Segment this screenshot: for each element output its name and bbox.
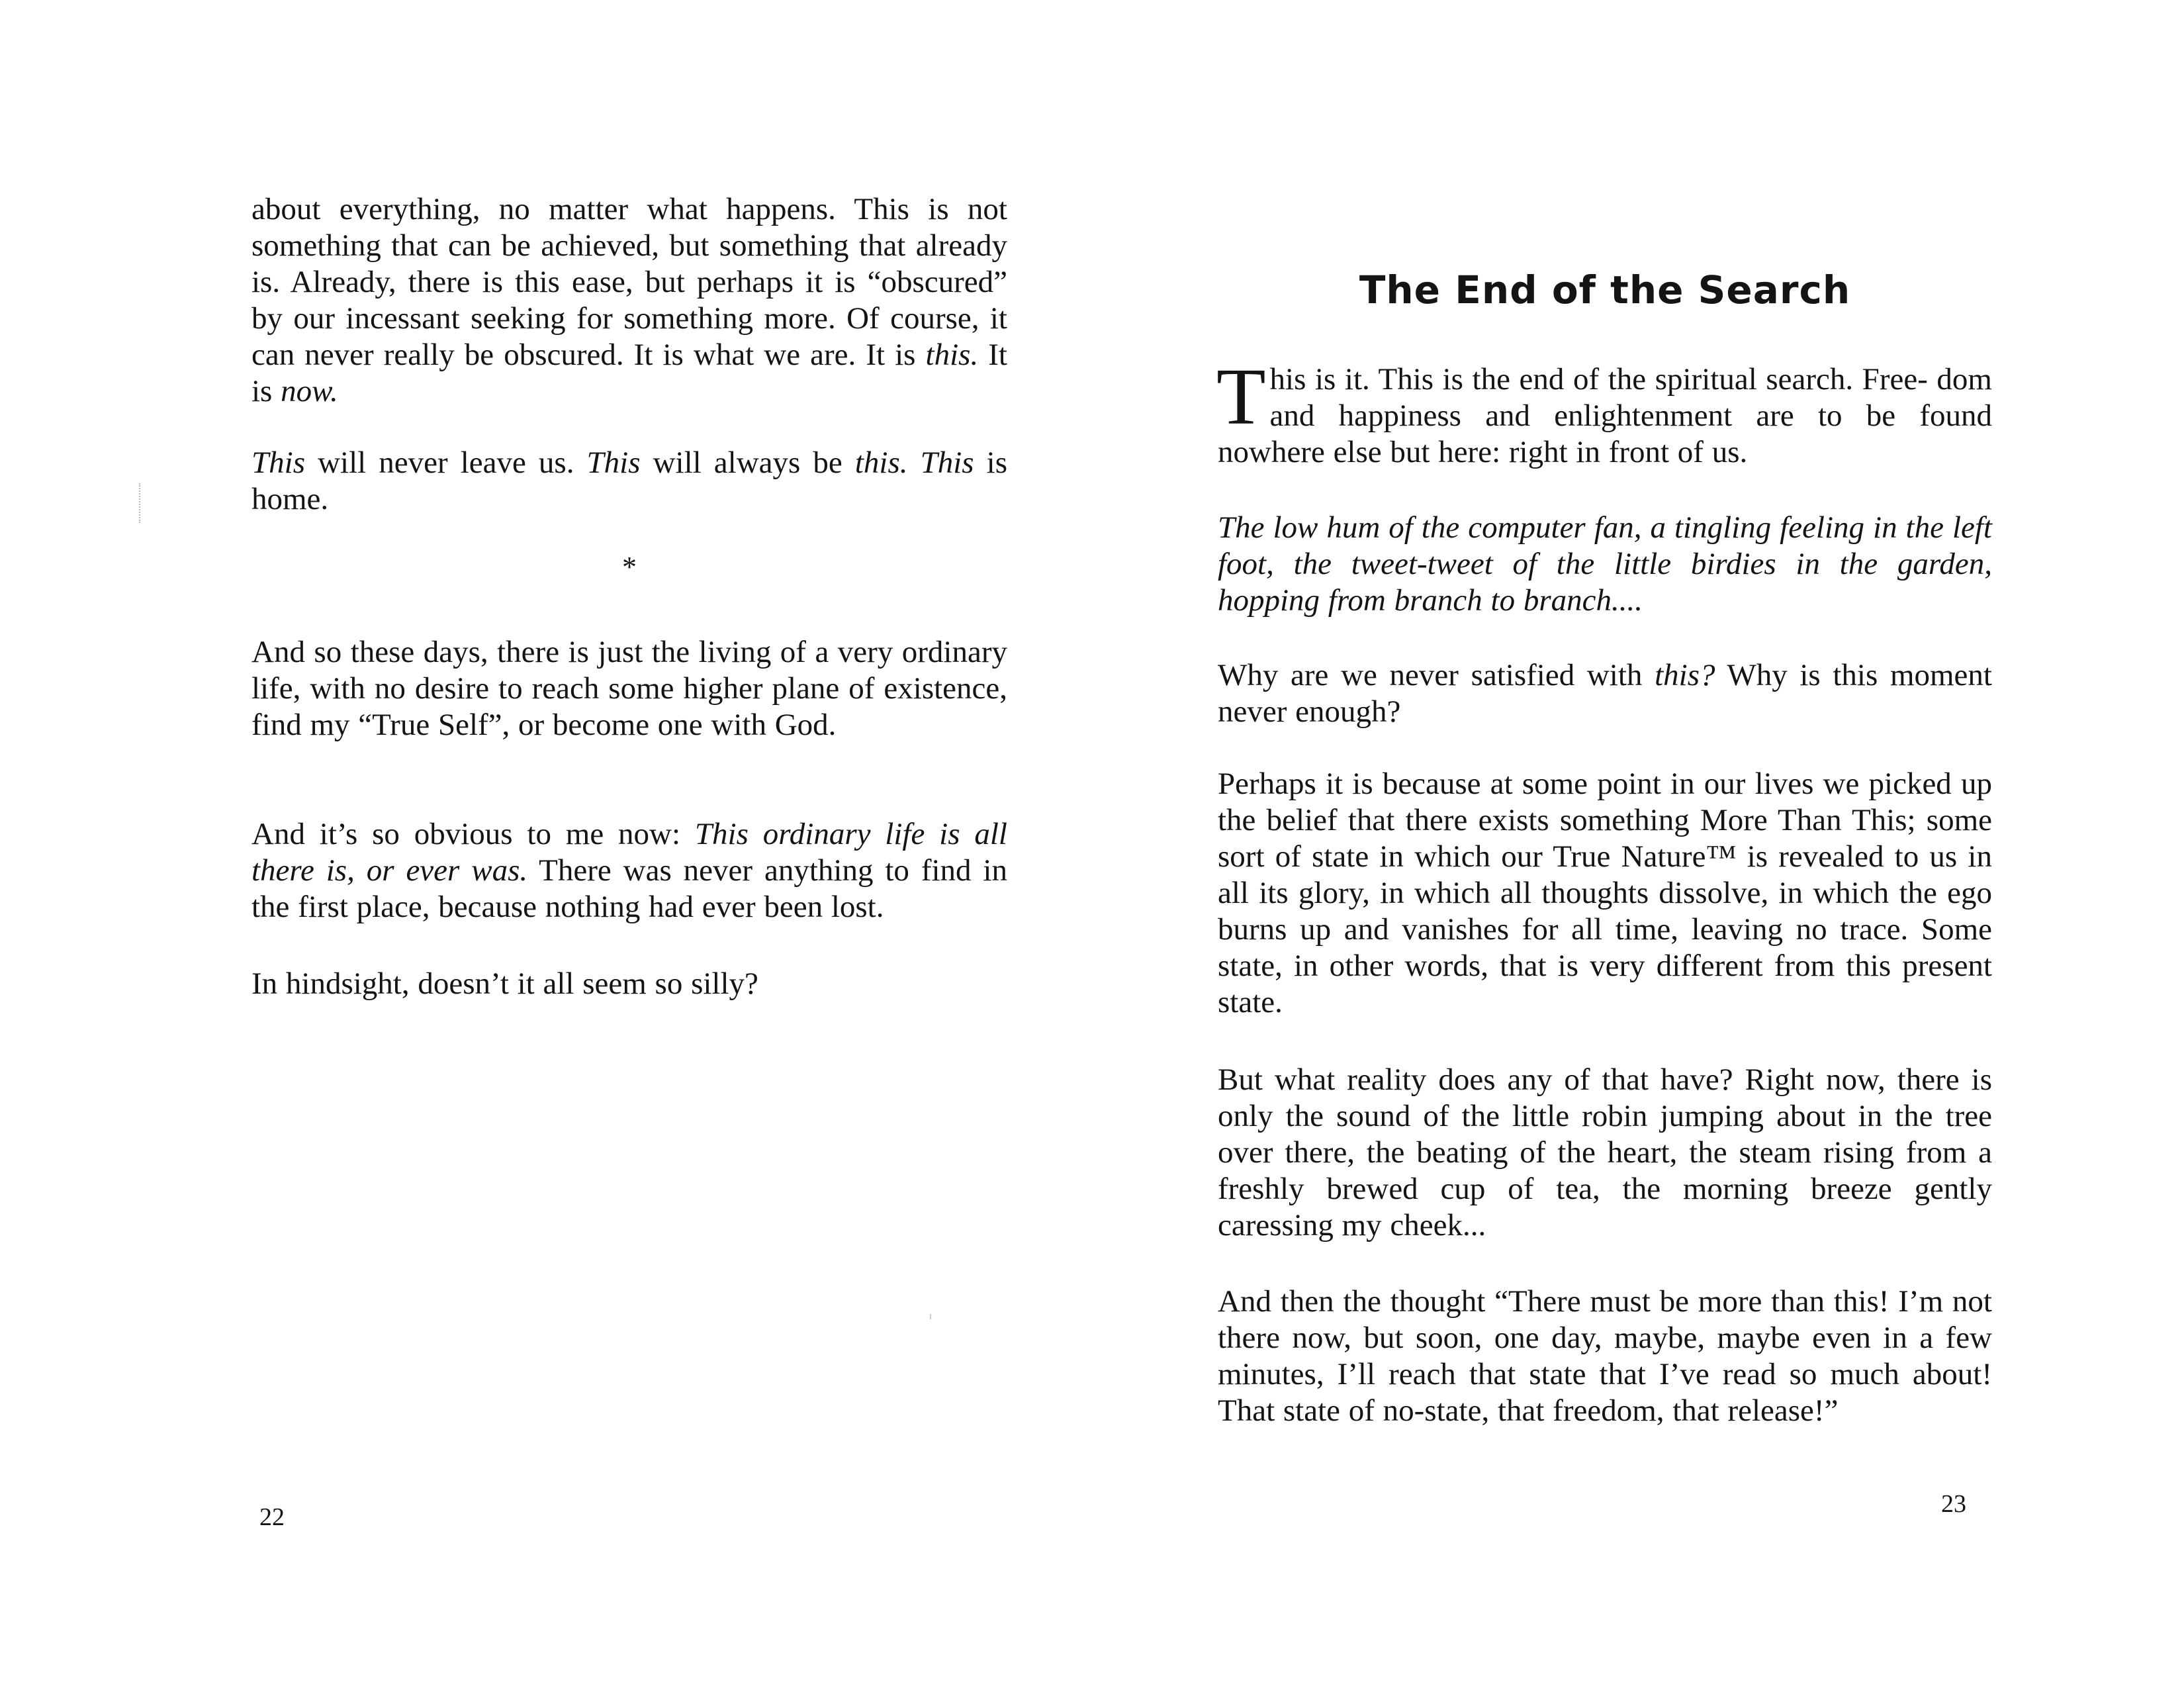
right-paragraph-3 — [1218, 657, 1992, 730]
left-paragraph-2 — [251, 445, 1007, 518]
left-p2-text-2: will always be — [640, 445, 855, 480]
right-p3-text-1: Why are we never satisfied with — [1218, 658, 1655, 692]
left-p2-emphasis-1: This — [251, 445, 305, 480]
left-p4-text-2: There was never anything to find in the first place, because nothing had ever been lost. — [251, 853, 1007, 924]
page-number-right: 23 — [1941, 1490, 1966, 1518]
margin-scan-marks — [139, 483, 142, 523]
left-paragraph-5: In hindsight, doesn’t it all seem so silly? — [251, 966, 758, 1001]
right-page — [1092, 0, 2184, 1688]
right-p3-text-2: Why is this moment never enough? — [1218, 658, 1992, 729]
drop-cap: T — [1216, 352, 1266, 442]
left-p2-emphasis-4: This — [920, 445, 974, 480]
page-number-left: 22 — [259, 1503, 285, 1531]
left-p1-text-2: It is — [251, 338, 1007, 408]
left-p2-text-1: will never leave us. — [305, 445, 587, 480]
scan-speck — [930, 1314, 931, 1319]
left-p1-emphasis-this: this. — [925, 338, 979, 372]
right-p1-text: his is it. This is the end of the spiritual search. Free- dom and happiness and enlightenment are to be found nowhere else but here: right in front of us. — [1218, 362, 1992, 469]
left-p2-emphasis-2: This — [586, 445, 641, 480]
chapter-title: The End of the Search — [1359, 267, 1851, 312]
left-p1-emphasis-now: now. — [281, 374, 338, 408]
left-p1-text-1: about everything, no matter what happens. This is not something that can be achieved, but something that already is. Already, there is this ease, but perhaps it is “obscured” by our incessant seeking for something more. Of course, it can never really be obscured. It is what we are. It is — [251, 192, 1007, 372]
right-paragraph-5: But what reality does any of that have? Right now, there is only the sound of the little robin jumping about in the tree over there, the beating of the heart, the steam rising from a freshly brewed cup of tea, the morning breeze gently caressing my cheek... — [1218, 1062, 1992, 1243]
right-paragraph-4: Perhaps it is because at some point in our lives we picked up the belief that there exists something More Than This; some sort of state in which our True Nature™ is revealed to us in all its glory, in which all thoughts dissolve, in which the ego burns up and vanishes for all time, leaving no trace. Some state, in other words, that is very different from this present state. — [1218, 767, 1992, 1019]
right-paragraph-2: The low hum of the computer fan, a tingling feeling in the left foot, the tweet-tweet of the little birdies in the garden, hopping from branch to branch.... — [1218, 510, 1992, 618]
left-p2-text-3 — [908, 445, 921, 480]
left-paragraph-3: And so these days, there is just the living of a very ordinary life, with no desire to reach some higher plane of existence, find my “True Self”, or become one with God. — [251, 635, 1007, 742]
left-paragraph-4 — [251, 816, 1007, 925]
right-p3-emphasis: this? — [1655, 658, 1715, 692]
left-p2-emphasis-3: this. — [854, 445, 908, 480]
left-p2-text-4: is home. — [251, 445, 1007, 516]
right-paragraph-6: And then the thought “There must be more than this! I’m not there now, but soon, one day, maybe, maybe even in a few minutes, I’ll reach that state that I’ve read so much about! That state of no-state, that freedom, that release!” — [1218, 1284, 1992, 1428]
right-paragraph-1 — [1216, 352, 1992, 471]
left-p4-emphasis: This ordinary life is all there is, or ever was. — [251, 817, 1007, 888]
left-p4-text-1: And it’s so obvious to me now: — [251, 817, 695, 851]
left-paragraph-1 — [251, 191, 1007, 410]
section-separator-asterisk: * — [622, 551, 637, 583]
